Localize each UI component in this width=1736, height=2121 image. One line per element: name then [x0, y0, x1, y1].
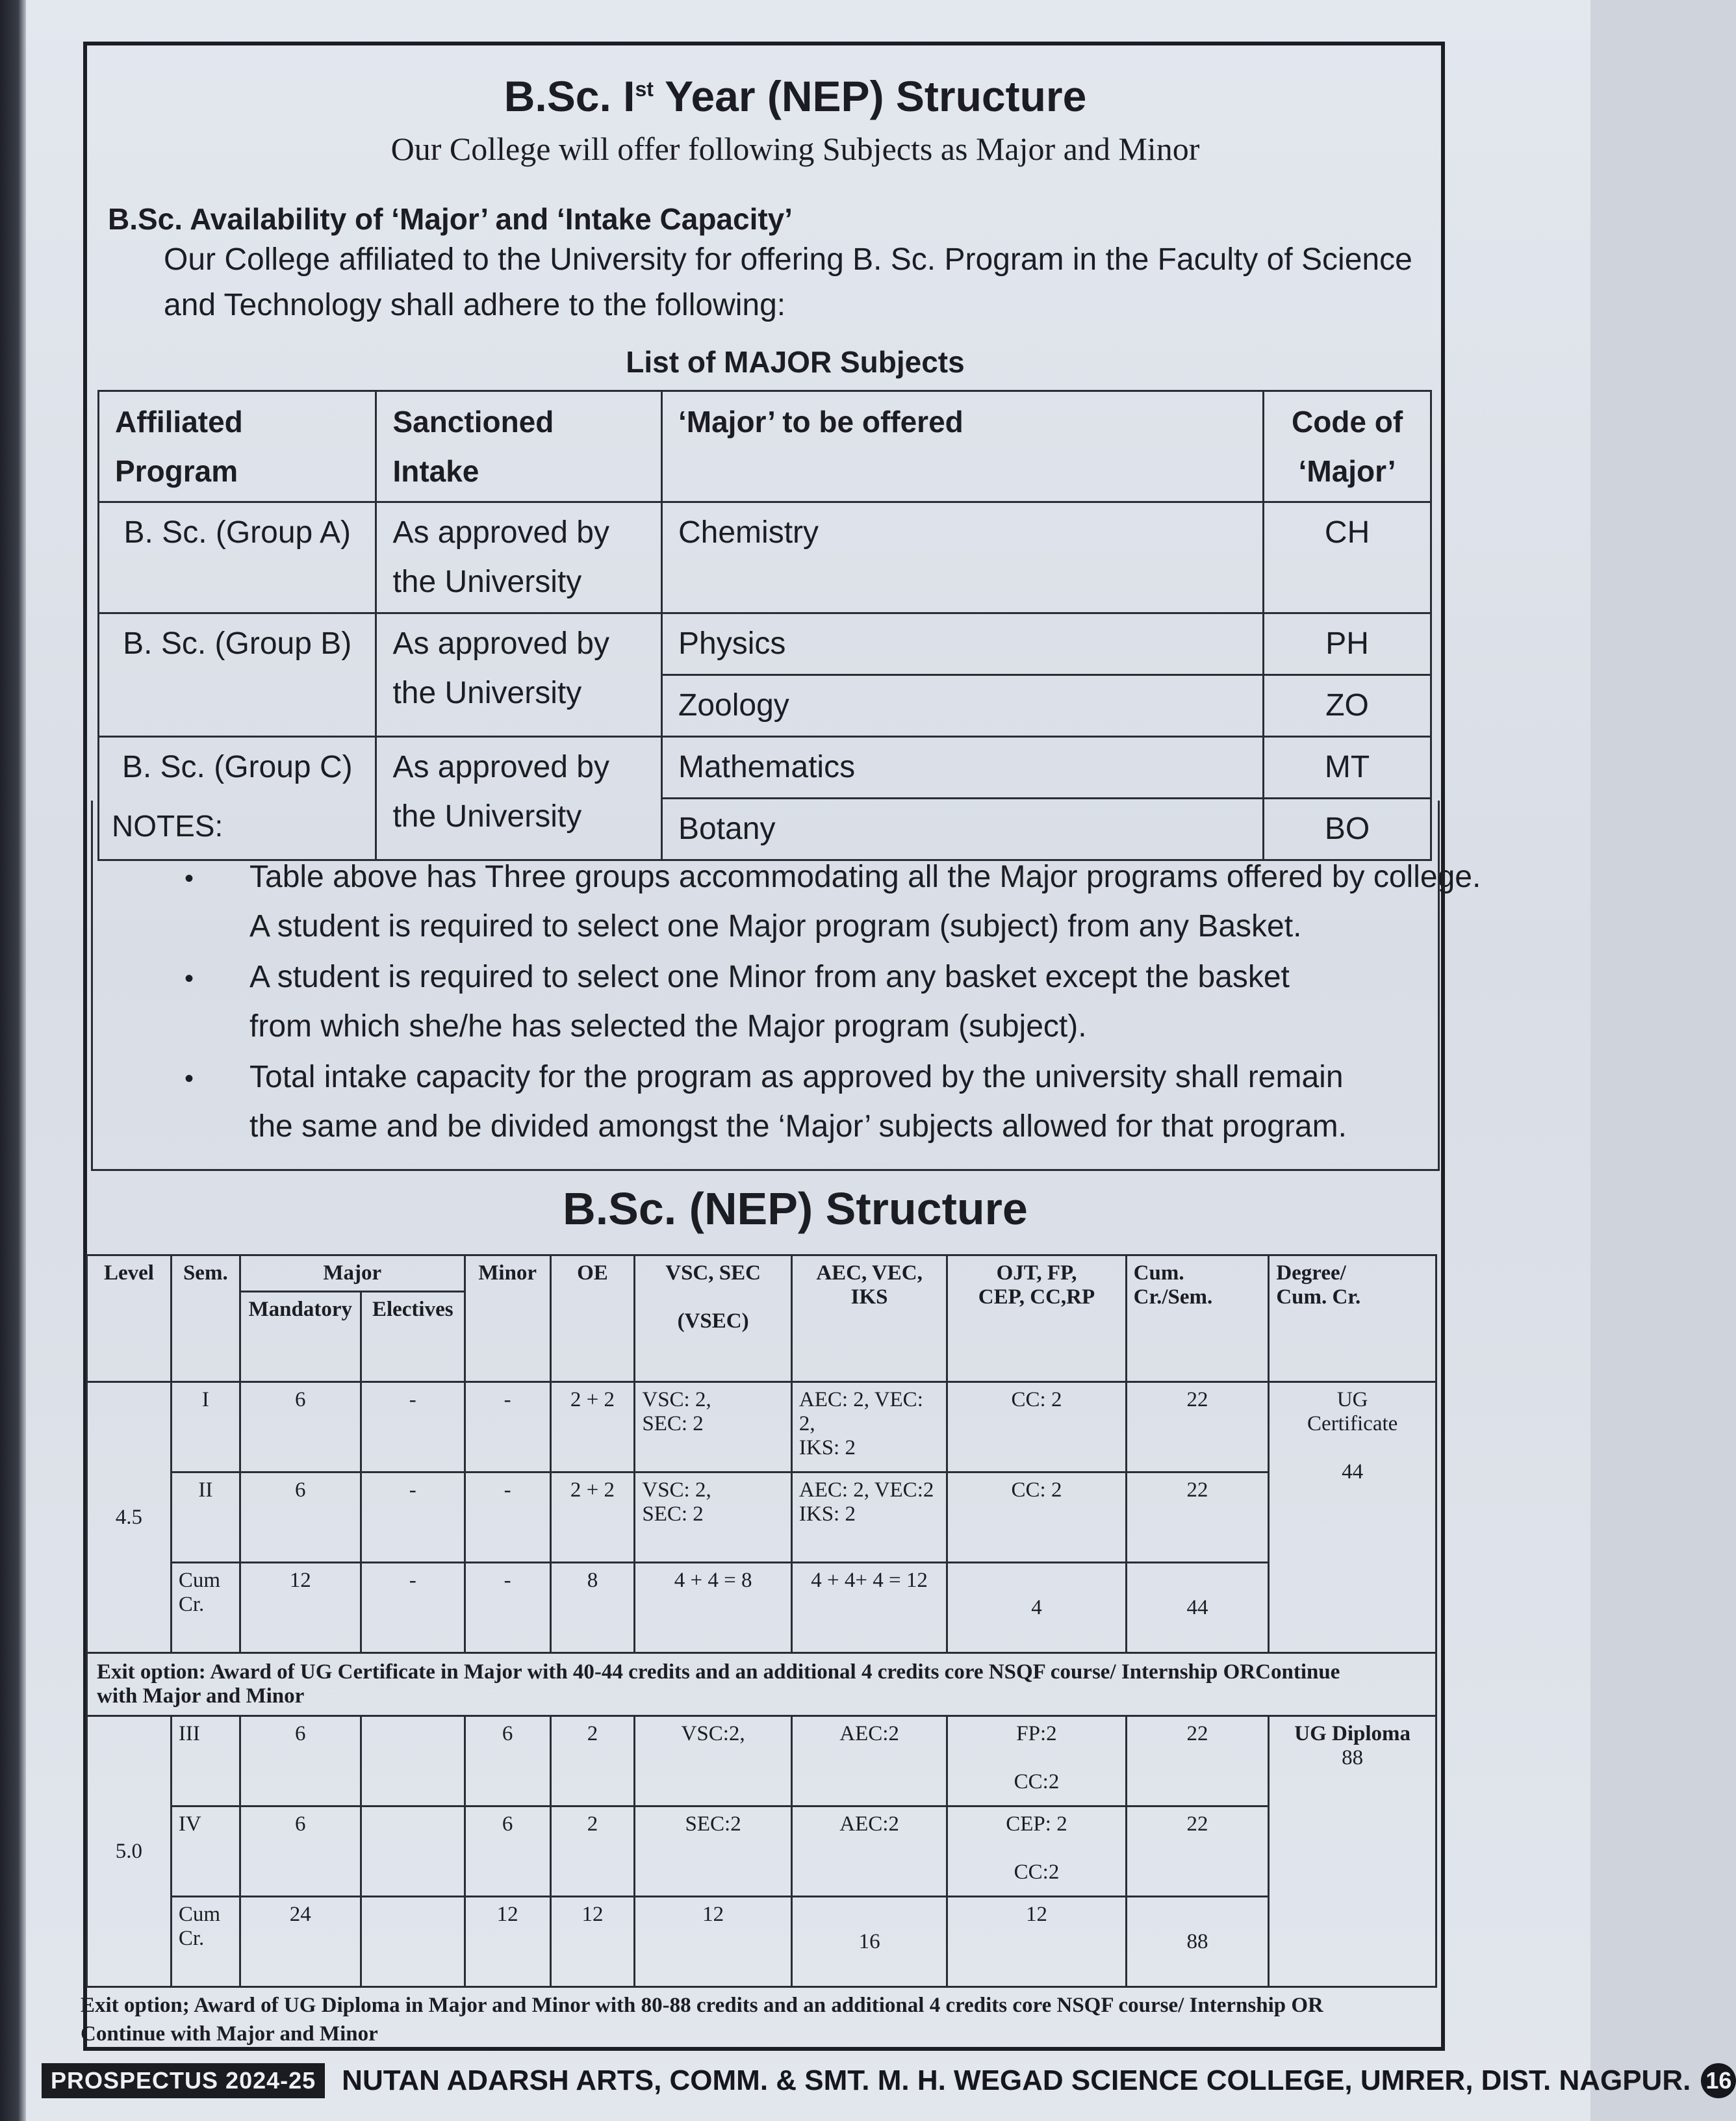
- major-cell: Botany: [662, 799, 1264, 860]
- electives-cell: -: [361, 1382, 465, 1472]
- ojt-cell: 12: [947, 1897, 1126, 1987]
- header-row: [87, 1255, 1436, 1292]
- exit-option-2: Exit option; Award of UG Diploma in Major and Minor with 80-88 credits and an additional 4 credits core NSQF course/ Internship OR Continue with Major and Minor: [81, 1994, 1323, 2046]
- mandatory-cell: 6: [240, 1382, 361, 1472]
- ojt-cell: CC: 2: [947, 1382, 1126, 1472]
- cum-cell: 22: [1126, 1472, 1269, 1563]
- minor-cell: 6: [465, 1806, 550, 1897]
- intro-line-1: Our College affiliated to the University for offering B. Sc. Program in the Faculty of Science: [164, 242, 1412, 277]
- degree-cell: UG Certificate 44: [1269, 1382, 1436, 1653]
- cum-cell: 44: [1126, 1563, 1269, 1653]
- table-row: [99, 737, 1431, 799]
- electives-cell: -: [361, 1472, 465, 1563]
- program-cell: B. Sc. (Group C): [99, 737, 376, 860]
- intake-cell: As approved by the University: [376, 737, 662, 860]
- code-cell: CH: [1264, 502, 1431, 613]
- code-cell: BO: [1264, 799, 1431, 860]
- oe-cell: 12: [550, 1897, 635, 1987]
- table-header-row: [99, 391, 1431, 502]
- ojt-cell: 4: [947, 1563, 1126, 1653]
- minor-cell: -: [465, 1563, 550, 1653]
- header-degree: Degree/ Cum. Cr.: [1269, 1255, 1436, 1382]
- aec-cell: AEC:2: [791, 1806, 947, 1897]
- cum-cell: 22: [1126, 1382, 1269, 1472]
- header-oe: OE: [550, 1255, 635, 1382]
- header-electives: Electives: [361, 1292, 465, 1382]
- page-title: B.Sc. Ist Year (NEP) Structure: [504, 72, 1087, 120]
- header-sem: Sem.: [171, 1255, 240, 1382]
- program-cell: B. Sc. (Group B): [99, 613, 376, 737]
- electives-cell: [361, 1806, 465, 1897]
- major-subjects-table: [97, 390, 1432, 861]
- note-3-line-2: the same and be divided amongst the ‘Major’ subjects allowed for that program.: [249, 1109, 1347, 1144]
- bullet-icon: •: [185, 864, 194, 893]
- mandatory-cell: 6: [240, 1806, 361, 1897]
- exit-option-row: [87, 1653, 1436, 1716]
- oe-cell: 2 + 2: [550, 1472, 635, 1563]
- header-major: Major: [240, 1255, 465, 1292]
- sem-cell: Cum Cr.: [171, 1563, 240, 1653]
- minor-cell: -: [465, 1382, 550, 1472]
- vsc-cell: VSC: 2, SEC: 2: [635, 1382, 792, 1472]
- header-affiliated-program: Affiliated Program: [99, 391, 376, 502]
- aec-cell: 4 + 4+ 4 = 12: [791, 1563, 947, 1653]
- mandatory-cell: 12: [240, 1563, 361, 1653]
- note-3-line-1: Total intake capacity for the program as approved by the university shall remain: [249, 1060, 1344, 1094]
- program-cell: B. Sc. (Group A): [99, 502, 376, 613]
- exit-option-1: Exit option: Award of UG Certificate in Major with 40-44 credits and an additional 4 credits core NSQF course/ Internship ORContinue with Major and Minor: [87, 1653, 1436, 1716]
- page-subtitle: Our College will offer following Subjects as Major and Minor: [390, 131, 1200, 167]
- nep-structure-table: [86, 1254, 1437, 1988]
- degree-cell: UG Diploma 88: [1269, 1716, 1436, 1987]
- major-cell: Mathematics: [662, 737, 1264, 799]
- cum-cell: 22: [1126, 1806, 1269, 1897]
- header-mandatory: Mandatory: [240, 1292, 361, 1382]
- level-cell: 5.0: [87, 1716, 172, 1987]
- electives-cell: [361, 1716, 465, 1806]
- intake-cell: As approved by the University: [376, 502, 662, 613]
- oe-cell: 2 + 2: [550, 1382, 635, 1472]
- page-edge-shadow: [0, 0, 26, 2121]
- vsc-cell: VSC:2,: [635, 1716, 792, 1806]
- mandatory-cell: 24: [240, 1897, 361, 1987]
- aec-cell: AEC:2: [791, 1716, 947, 1806]
- oe-cell: 2: [550, 1716, 635, 1806]
- bullet-icon: •: [185, 964, 194, 993]
- table-row: [87, 1806, 1436, 1897]
- vsc-cell: 4 + 4 = 8: [635, 1563, 792, 1653]
- level-cell: 4.5: [87, 1382, 172, 1653]
- minor-cell: 6: [465, 1716, 550, 1806]
- header-ojt-fp: OJT, FP, CEP, CC,RP: [947, 1255, 1126, 1382]
- header-aec-vec-iks: AEC, VEC, IKS: [791, 1255, 947, 1382]
- cum-cell: 22: [1126, 1716, 1269, 1806]
- aec-cell: 16: [791, 1897, 947, 1987]
- code-cell: MT: [1264, 737, 1431, 799]
- code-cell: PH: [1264, 613, 1431, 675]
- major-cell: Chemistry: [662, 502, 1264, 613]
- table-row: [99, 613, 1431, 675]
- bullet-icon: •: [185, 1064, 194, 1093]
- structure-title: B.Sc. (NEP) Structure: [563, 1183, 1028, 1234]
- college-name: NUTAN ADARSH ARTS, COMM. & SMT. M. H. WEGAD SCIENCE COLLEGE, UMRER, DIST. NAGPUR.: [342, 2064, 1691, 2096]
- table-row: [87, 1716, 1436, 1806]
- table-row: [99, 502, 1431, 613]
- mandatory-cell: 6: [240, 1716, 361, 1806]
- intake-cell: As approved by the University: [376, 613, 662, 737]
- page-footer: [42, 2061, 1736, 2100]
- sem-cell: II: [171, 1472, 240, 1563]
- sem-cell: IV: [171, 1806, 240, 1897]
- table-row: [87, 1382, 1436, 1472]
- header-major-offered: ‘Major’ to be offered: [662, 391, 1264, 502]
- prospectus-badge: PROSPECTUS 2024-25: [42, 2063, 325, 2098]
- header-level: Level: [87, 1255, 172, 1382]
- aec-cell: AEC: 2, VEC: 2, IKS: 2: [791, 1382, 947, 1472]
- header-major-code: Code of ‘Major’: [1264, 391, 1431, 502]
- header-minor: Minor: [465, 1255, 550, 1382]
- aec-cell: AEC: 2, VEC:2 IKS: 2: [791, 1472, 947, 1563]
- ojt-cell: CC: 2: [947, 1472, 1126, 1563]
- note-2-line-2: from which she/he has selected the Major program (subject).: [249, 1009, 1087, 1044]
- vsc-cell: SEC:2: [635, 1806, 792, 1897]
- availability-heading: B.Sc. Availability of ‘Major’ and ‘Intake Capacity’: [108, 202, 793, 236]
- major-cell: Physics: [662, 613, 1264, 675]
- electives-cell: [361, 1897, 465, 1987]
- code-cell: ZO: [1264, 675, 1431, 737]
- header-sanctioned-intake: Sanctioned Intake: [376, 391, 662, 502]
- major-list-title: List of MAJOR Subjects: [626, 345, 965, 379]
- ojt-cell: FP:2 CC:2: [947, 1716, 1126, 1806]
- electives-cell: -: [361, 1563, 465, 1653]
- table-row: [87, 1563, 1436, 1653]
- page-number: 16: [1701, 2063, 1736, 2098]
- header-cum-cr-sem: Cum. Cr./Sem.: [1126, 1255, 1269, 1382]
- vsc-cell: 12: [635, 1897, 792, 1987]
- note-1-line-2: A student is required to select one Major program (subject) from any Basket.: [249, 909, 1302, 944]
- oe-cell: 8: [550, 1563, 635, 1653]
- vsc-cell: VSC: 2, SEC: 2: [635, 1472, 792, 1563]
- oe-cell: 2: [550, 1806, 635, 1897]
- major-cell: Zoology: [662, 675, 1264, 737]
- minor-cell: 12: [465, 1897, 550, 1987]
- intro-line-2: and Technology shall adhere to the following:: [164, 288, 786, 322]
- table-row: [87, 1897, 1436, 1987]
- notes-heading: NOTES:: [112, 809, 223, 843]
- sem-cell: III: [171, 1716, 240, 1806]
- mandatory-cell: 6: [240, 1472, 361, 1563]
- sem-cell: Cum Cr.: [171, 1897, 240, 1987]
- header-vsc-sec: VSC, SEC (VSEC): [635, 1255, 792, 1382]
- sem-cell: I: [171, 1382, 240, 1472]
- minor-cell: -: [465, 1472, 550, 1563]
- ojt-cell: CEP: 2 CC:2: [947, 1806, 1126, 1897]
- note-1-line-1: Table above has Three groups accommodating all the Major programs offered by college.: [249, 860, 1481, 894]
- table-row: [87, 1472, 1436, 1563]
- cum-cell: 88: [1126, 1897, 1269, 1987]
- note-2-line-1: A student is required to select one Minor from any basket except the basket: [249, 960, 1290, 994]
